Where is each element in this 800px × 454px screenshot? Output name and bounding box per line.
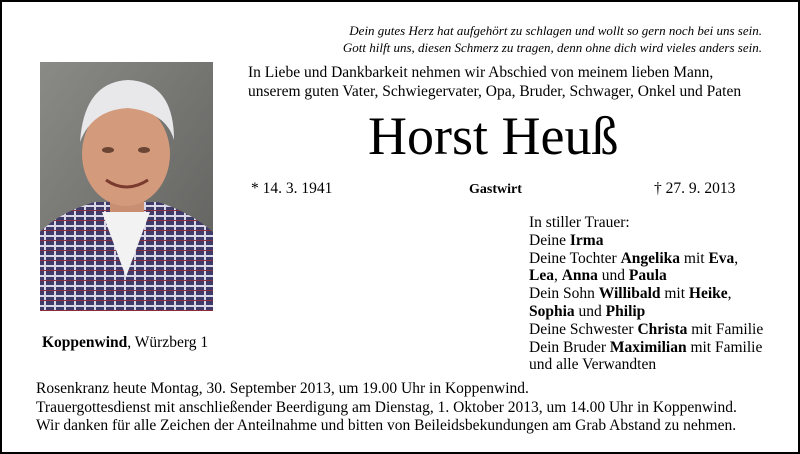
text: Dein Sohn (529, 285, 599, 303)
poem-line: Gott hilft uns, diesen Schmerz zu tragen, denn ohne dich wird vieles anders sein. (342, 40, 762, 55)
mourner-name: Willibald (598, 285, 661, 303)
mourner-name: Heike (688, 285, 728, 303)
text: mit (660, 285, 689, 303)
text: , (553, 267, 562, 285)
poem-verse (272, 22, 762, 56)
mourner-line: und alle Verwandten (529, 356, 657, 374)
portrait-illustration (40, 62, 213, 311)
mourner-line (529, 267, 784, 285)
mourner-name: Anna (561, 267, 598, 285)
death-date: † 27. 9. 2013 (654, 180, 736, 197)
mourner-name: Irma (569, 231, 604, 249)
mourner-name: Maximilian (609, 338, 687, 356)
mourner-name: Sophia (529, 302, 575, 320)
mourner-name: Philip (605, 302, 646, 320)
mourner-name: Lea (529, 267, 554, 285)
mourner-line (529, 232, 784, 250)
mourners-list (529, 214, 784, 374)
residence-place: Koppenwind (42, 334, 128, 351)
portrait-photo (40, 62, 213, 311)
text: und (574, 302, 606, 320)
service-info (36, 380, 786, 436)
farewell-intro (248, 63, 778, 101)
mourners-heading: In stiller Trauer: (529, 214, 630, 231)
intro-line: unserem guten Vater, Schwiegervater, Opa, Bruder, Schwager, Onkel und Paten (248, 83, 742, 100)
mourner-line (529, 339, 784, 357)
mourner-name: Christa (637, 320, 688, 338)
text: Deine Tochter (529, 249, 621, 267)
poem-line: Dein gutes Herz hat aufgehört zu schlagen und wollt so gern noch bei uns sein. (349, 23, 762, 38)
mourner-name: Eva (708, 249, 735, 267)
residence (42, 334, 208, 352)
text: mit Familie (686, 338, 763, 356)
service-line: Rosenkranz heute Montag, 30. September 2013, um 19.00 Uhr in Koppenwind. (36, 380, 529, 397)
text: und (597, 267, 629, 285)
text: mit (680, 249, 709, 267)
mourner-line (529, 321, 784, 339)
text: Dein Bruder (529, 338, 610, 356)
text: Deine Schwester (529, 320, 638, 338)
birth-date: * 14. 3. 1941 (251, 180, 333, 197)
mourner-line (529, 285, 784, 303)
mourner-name: Angelika (620, 249, 681, 267)
intro-line: In Liebe und Dankbarkeit nehmen wir Abschied von meinem lieben Mann, (248, 64, 714, 81)
profession: Gastwirt (469, 182, 522, 197)
service-line: Wir danken für alle Zeichen der Anteilnahme und bitten von Beileidsbekundungen am Grab Abstand zu nehmen. (36, 417, 737, 434)
mourner-line (529, 303, 784, 321)
text: , (727, 285, 732, 303)
text: mit Familie (687, 320, 764, 338)
mourner-line (529, 250, 784, 268)
text: , (734, 249, 739, 267)
text: Deine (529, 231, 570, 249)
mourner-name: Paula (628, 267, 667, 285)
deceased-name: Horst Heuß (368, 106, 619, 166)
residence-address: , Würzberg 1 (127, 334, 209, 351)
service-line: Trauergottesdienst mit anschließender Beerdigung am Dienstag, 1. Oktober 2013, um 14.00 Uhr in Koppenwind. (36, 398, 737, 416)
